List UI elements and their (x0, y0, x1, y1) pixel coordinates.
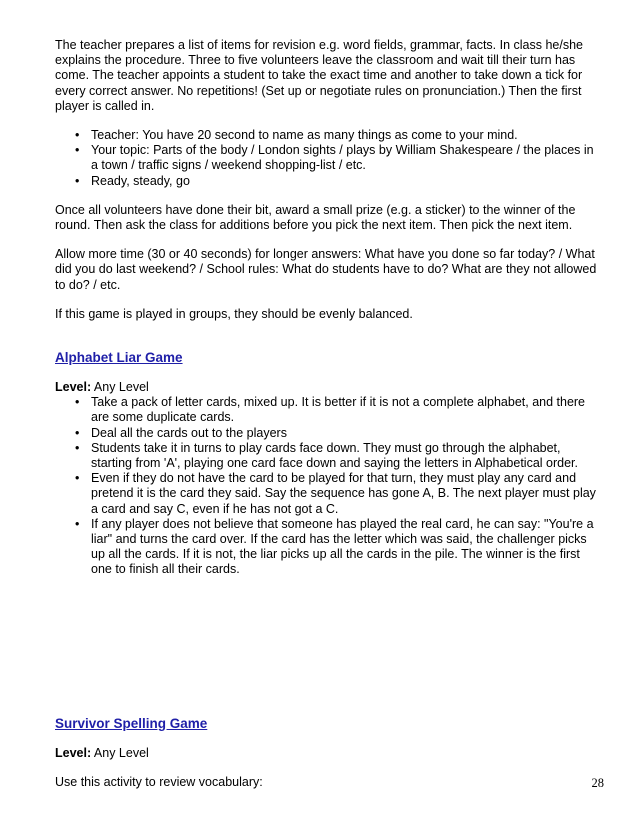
list-item: • Take a pack of letter cards, mixed up. It is better if it is not a complete alphabet, and there are some duplicate cards. (55, 395, 600, 425)
survivor-spelling-link[interactable]: Survivor Spelling Game (55, 715, 208, 731)
intro-paragraph-4: If this game is played in groups, they should be evenly balanced. (55, 306, 413, 321)
list-item: • Teacher: You have 20 second to name as many things as come to your mind. (55, 128, 600, 143)
blank-space (55, 592, 600, 688)
list-item: • Your topic: Parts of the body / London sights / plays by William Shakespeare / the places in a town / traffic signs / weekend shopping-list / etc. (55, 143, 600, 173)
alphabet-level (55, 380, 600, 395)
list-item: • If any player does not believe that someone has played the real card, he can say: "You're a liar" and turns the card over. If the card has the letter which was said, the challenger picks up all the cards. If it is not, the liar picks up all the cards in the pile. The winner is the first one to finish all their cards. (55, 517, 600, 578)
level-label: Level: (55, 380, 92, 395)
intro-paragraph-3: Allow more time (30 or 40 seconds) for longer answers: What have you done so far today? / What did you do last weekend? / School rules: What do students have to do? What are they not allowed to do? / etc. (55, 247, 597, 292)
level-value: Any Level (91, 745, 149, 760)
intro-paragraph-2: Once all volunteers have done their bit, award a small prize (e.g. a sticker) to the winner of the round. Then ask the class for additions before you pick the next item. Then pick the next item. (55, 202, 576, 233)
survivor-spelling-heading (55, 716, 600, 732)
list-item: • Ready, steady, go (55, 174, 600, 189)
alphabet-liar-heading (55, 350, 600, 366)
list-item: • Deal all the cards out to the players (55, 426, 600, 441)
page-number: 28 (591, 776, 604, 790)
level-value: Any Level (91, 380, 149, 395)
list-item: • Even if they do not have the card to be played for that turn, they must play any card and pretend it is the card they said. Say the sequence has gone A, B. The next player must play a card and say C, even if he has not got a C. (55, 471, 600, 517)
alphabet-rules-list (55, 395, 600, 577)
level-label: Level: (55, 745, 92, 760)
alphabet-liar-link[interactable]: Alphabet Liar Game (55, 350, 183, 366)
list-item: • Students take it in turns to play cards face down. They must go through the alphabet, starting from 'A', playing one card face down and saying the letters in Alphabetical order. (55, 441, 600, 471)
intro-paragraph-1: The teacher prepares a list of items for revision e.g. word fields, grammar, facts. In class he/she explains the procedure. Three to five volunteers leave the classroom and wait till their turn has come. The teacher appoints a student to take the exact time and another to take down a tick for every correct answer. No repetitions! (Set up or negotiate rules on pronunciation.) Then the first player is called in. (55, 38, 584, 113)
survivor-paragraph-1: Use this activity to review vocabulary: (55, 774, 263, 789)
document-page (55, 38, 600, 804)
intro-bullet-list (55, 128, 600, 189)
survivor-level (55, 746, 600, 761)
